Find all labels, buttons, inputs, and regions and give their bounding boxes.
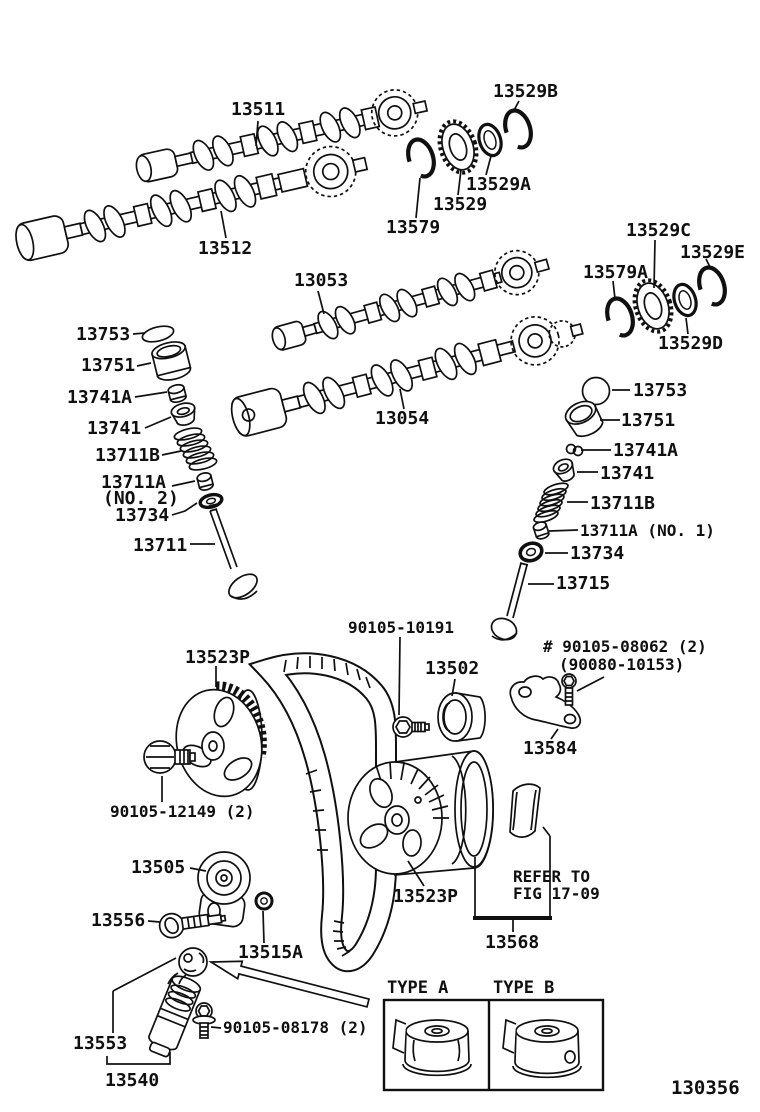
label-13753-right: 13753 <box>633 380 688 401</box>
label-13715: 13715 <box>556 573 611 594</box>
washer-13529A-drawing <box>475 122 505 159</box>
cam-pulley-bottom-drawing <box>348 751 493 875</box>
label-13529: 13529 <box>433 194 488 215</box>
label-13751-right: 13751 <box>621 410 676 431</box>
timing-gear-13529C-drawing <box>628 275 678 336</box>
label-90105-08062: # 90105-08062 (2) <box>543 637 707 656</box>
label-13540: 13540 <box>105 1070 160 1091</box>
label-13529D: 13529D <box>658 333 724 354</box>
valve-13715 <box>488 558 529 644</box>
label-13753-left: 13753 <box>76 324 131 345</box>
label-13711B-left: 13711B <box>95 445 161 466</box>
type-b-pulley-drawing <box>503 1020 581 1077</box>
label-13553: 13553 <box>73 1033 128 1054</box>
label-13734-right: 13734 <box>570 543 625 564</box>
type-a-pulley-drawing <box>393 1020 471 1075</box>
label-13741-right: 13741 <box>600 463 655 484</box>
label-13711A-left-no2: (NO. 2) <box>103 488 179 509</box>
label-13529E: 13529E <box>680 242 746 263</box>
label-13054: 13054 <box>375 408 430 429</box>
label-13584: 13584 <box>523 738 578 759</box>
label-13512: 13512 <box>198 238 253 259</box>
refer-note-line1: REFER TO <box>513 867 591 886</box>
label-90105-10191: 90105-10191 <box>348 618 454 637</box>
valve-13711 <box>209 504 261 603</box>
timing-gear-13529-drawing <box>433 116 483 177</box>
drawing-code: 130356 <box>671 1077 740 1099</box>
label-13734-left: 13734 <box>115 505 170 526</box>
snap-ring-13579A-drawing <box>603 295 638 339</box>
label-13711A-left: 13711A <box>101 472 167 493</box>
cam-pulley-top-drawing <box>165 680 273 805</box>
label-90105-12149: 90105-12149 (2) <box>110 802 255 821</box>
label-13523P-bottom: 13523P <box>393 886 459 907</box>
label-13556: 13556 <box>91 910 146 931</box>
type-a-heading: TYPE A <box>387 978 449 998</box>
label-13502: 13502 <box>425 658 480 679</box>
bolt-90105-08178-drawing <box>193 1003 215 1038</box>
label-13711: 13711 <box>133 535 188 556</box>
label-13568: 13568 <box>485 932 540 953</box>
refer-note-line2: FIG 17-09 <box>513 884 600 903</box>
label-13529A: 13529A <box>466 174 532 195</box>
label-13741A-right: 13741A <box>613 440 679 461</box>
snap-ring-13579-drawing <box>404 136 439 180</box>
label-13579A: 13579A <box>583 262 649 283</box>
belt-fragment-drawing <box>510 784 540 837</box>
valve-lock-right <box>567 445 583 456</box>
snap-ring-13529E-drawing <box>695 264 730 308</box>
washer-13515A-drawing <box>256 893 272 909</box>
label-13711B-right: 13711B <box>590 493 656 514</box>
label-13505: 13505 <box>131 857 186 878</box>
label-13523P-top: 13523P <box>185 647 251 668</box>
type-comparison-box <box>384 1000 603 1090</box>
snap-ring-13529B-drawing <box>501 107 536 151</box>
label-13751-left: 13751 <box>81 355 136 376</box>
type-b-heading: TYPE B <box>493 978 555 998</box>
label-13515A: 13515A <box>238 942 304 963</box>
valve-spring-left <box>173 426 218 472</box>
washer-13529D-drawing <box>670 282 700 319</box>
label-13741A-left: 13741A <box>67 387 133 408</box>
valve-spring-right <box>533 481 570 525</box>
idler-13502-drawing <box>438 693 485 741</box>
label-13711A-right: 13711A (NO. 1) <box>580 521 715 540</box>
label-13741-left: 13741 <box>87 418 142 439</box>
label-13511: 13511 <box>231 99 286 120</box>
bolt-90105-10191-drawing <box>393 717 429 737</box>
label-90105-08178: 90105-08178 (2) <box>223 1018 368 1037</box>
tensioner-assy-13540-drawing <box>144 948 207 1059</box>
label-13053: 13053 <box>294 270 349 291</box>
label-90080-10153: (90080-10153) <box>559 655 685 674</box>
label-13529B: 13529B <box>493 81 559 102</box>
label-13529C: 13529C <box>626 220 692 241</box>
label-13579: 13579 <box>386 217 441 238</box>
